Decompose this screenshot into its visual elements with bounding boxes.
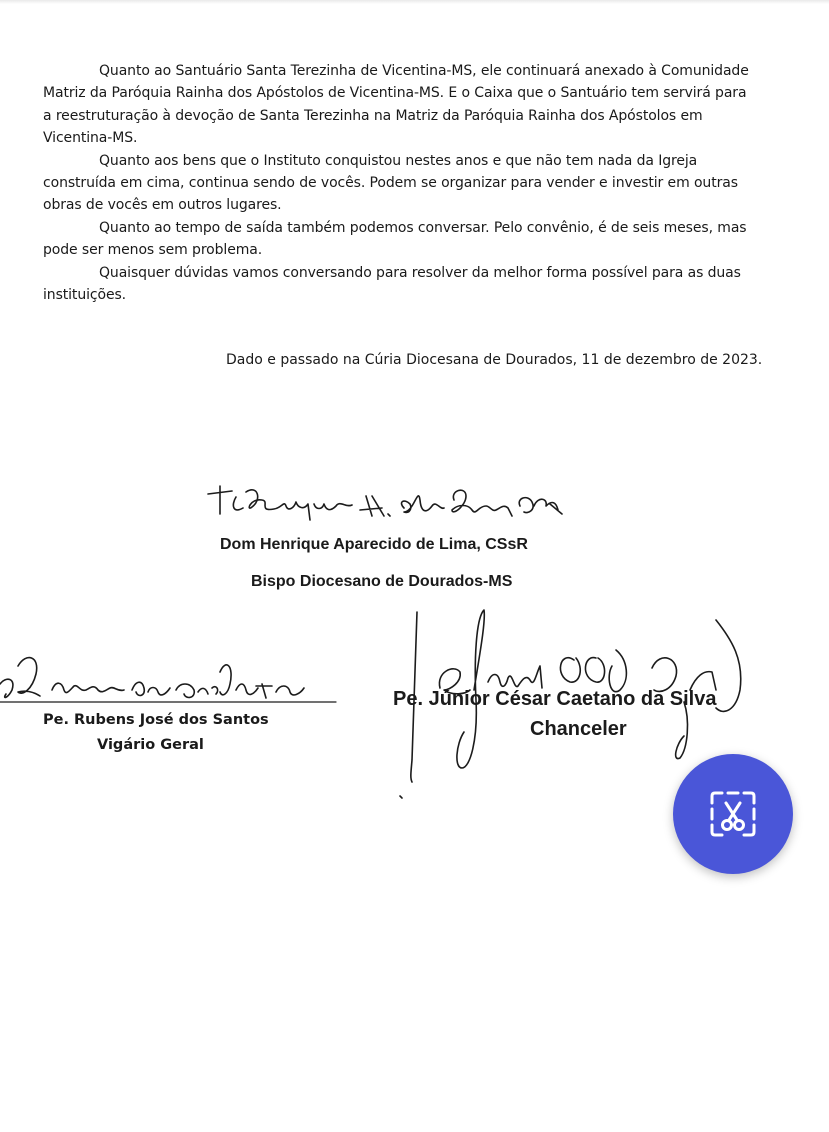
screenshot-crop-button[interactable] (673, 754, 793, 874)
bishop-name: Dom Henrique Aparecido de Lima, CSsR (220, 536, 528, 553)
bishop-role: Bispo Diocesano de Dourados-MS (251, 573, 513, 590)
bishop-signature (208, 486, 562, 520)
paragraph-tempo-saida: Quanto ao tempo de saída também podemos conversar. Pelo convênio, é de seis meses, mas pode ser menos sem problema. (43, 219, 747, 259)
letter-body (43, 60, 755, 306)
vicar-name: Pe. Rubens José dos Santos (43, 712, 269, 728)
chancellor-role: Chanceler (530, 718, 627, 740)
paragraph-duvidas: Quaisquer dúvidas vamos conversando para resolver da melhor forma possível para as duas instituições. (43, 264, 741, 304)
chancellor-name: Pe. Júnior César Caetano da Silva (393, 688, 717, 710)
vicar-signature (0, 658, 336, 702)
paragraph-bens: Quanto aos bens que o Instituto conquistou nestes anos e que não tem nada da Igreja construída em cima, continua sendo de vocês. Podem se organizar para vender e investir em outras obras de vocês em outros lugares. (43, 152, 738, 214)
viewer-top-edge (0, 0, 829, 4)
closing-date-line: Dado e passado na Cúria Diocesana de Dourados, 11 de dezembro de 2023. (226, 352, 763, 368)
vicar-role: Vigário Geral (97, 737, 204, 753)
screenshot-crop-scissors-icon (706, 787, 760, 841)
paragraph-santuario: Quanto ao Santuário Santa Terezinha de Vicentina-MS, ele continuará anexado à Comunidade Matriz da Paróquia Rainha dos Apóstolos de Vicentina-MS. E o Caixa que o Santuário tem servirá para a reestruturação à devoção de Santa Terezinha na Matriz da Paróquia Rainha dos Apóstolos em Vicentina-MS. (43, 63, 749, 147)
